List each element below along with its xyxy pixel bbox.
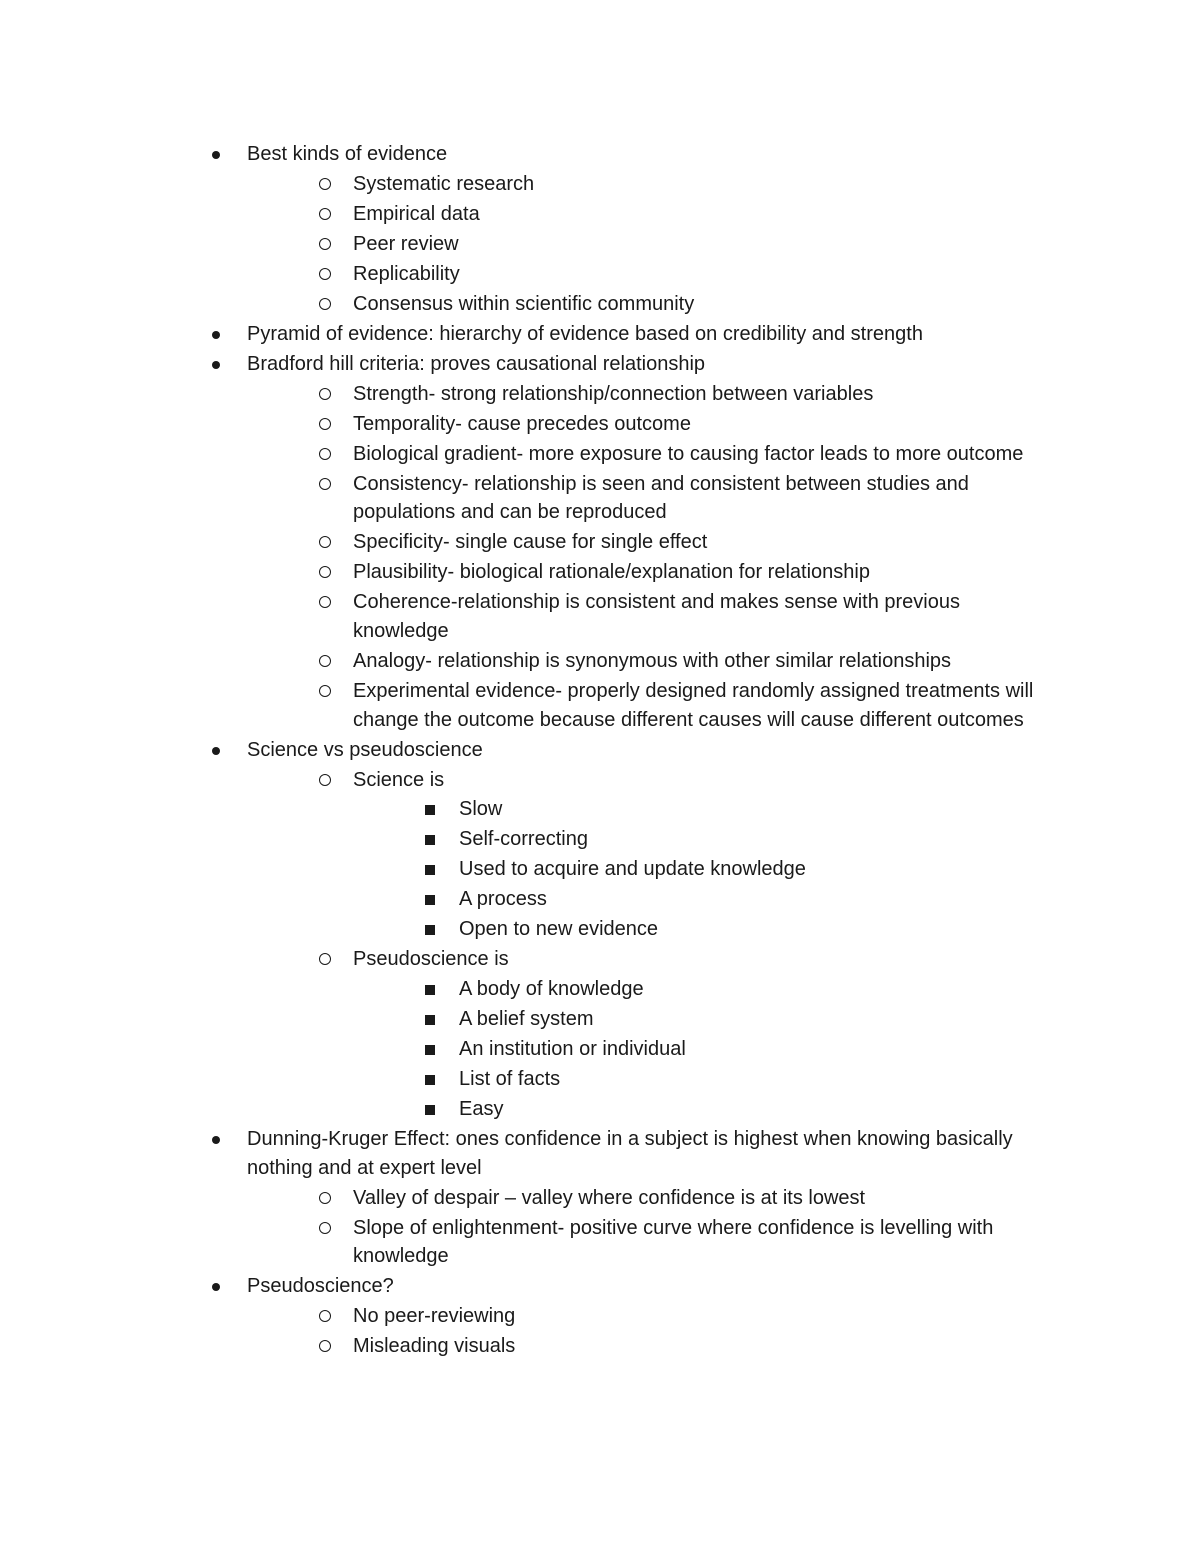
bullet-text: A process xyxy=(459,888,547,911)
bullet-text: Easy xyxy=(459,1098,504,1121)
square-bullet-icon xyxy=(425,1045,435,1055)
bullet-text: Self-correcting xyxy=(459,828,588,851)
bullet-text: List of facts xyxy=(459,1068,561,1091)
filled-circle-bullet-icon xyxy=(212,361,220,369)
sub-bullet-item xyxy=(0,260,1200,289)
square-bullet-icon xyxy=(425,865,435,875)
filled-circle-bullet-icon xyxy=(212,151,220,159)
bullet-text: Dunning-Kruger Effect: ones confidence in a subject is highest when knowing basically nothing and at expert level xyxy=(247,1128,1013,1179)
sub-bullet-item xyxy=(0,440,1200,469)
sub-bullet-item xyxy=(0,290,1200,319)
bullet-text: Bradford hill criteria: proves causational relationship xyxy=(247,352,706,375)
hollow-circle-bullet-icon xyxy=(319,388,331,400)
hollow-circle-bullet-icon xyxy=(319,178,331,190)
bullet-text: Empirical data xyxy=(353,202,480,225)
bullet-text: Biological gradient- more exposure to causing factor leads to more outcome xyxy=(353,442,1024,465)
sub-bullet-item xyxy=(0,588,1200,645)
hollow-circle-bullet-icon xyxy=(319,208,331,220)
hollow-circle-bullet-icon xyxy=(319,596,331,608)
hollow-circle-bullet-icon xyxy=(319,418,331,430)
bullet-item xyxy=(0,1272,1200,1301)
bullet-item xyxy=(0,320,1200,349)
sub-bullet-item xyxy=(0,230,1200,259)
hollow-circle-bullet-icon xyxy=(319,566,331,578)
bullet-text: Experimental evidence- properly designed randomly assigned treatments will change the outcome because different causes will cause different outcomes xyxy=(353,679,1034,731)
square-bullet-icon xyxy=(425,1015,435,1025)
bullet-item xyxy=(0,140,1200,169)
bullet-text: Pyramid of evidence: hierarchy of evidence based on credibility and strength xyxy=(247,322,923,345)
bullet-text: Slope of enlightenment- positive curve where confidence is levelling with knowledge xyxy=(353,1216,994,1268)
sub-sub-bullet-item xyxy=(0,1035,1200,1064)
bullet-item xyxy=(0,1125,1200,1182)
bullet-text: Best kinds of evidence xyxy=(247,143,448,165)
sub-bullet-item xyxy=(0,470,1200,527)
sub-bullet-item xyxy=(0,1332,1200,1361)
hollow-circle-bullet-icon xyxy=(319,478,331,490)
bullet-text: Replicability xyxy=(353,262,460,285)
sub-sub-bullet-item xyxy=(0,1095,1200,1124)
sub-bullet-item xyxy=(0,1214,1200,1271)
sub-bullet-item xyxy=(0,528,1200,557)
hollow-circle-bullet-icon xyxy=(319,268,331,280)
sub-sub-bullet-item xyxy=(0,1005,1200,1034)
sub-bullet-item xyxy=(0,766,1200,795)
sub-bullet-item xyxy=(0,170,1200,199)
hollow-circle-bullet-icon xyxy=(319,448,331,460)
bullet-text: Pseudoscience is xyxy=(353,948,509,971)
bullet-text: Plausibility- biological rationale/explanation for relationship xyxy=(353,561,870,584)
bullet-text: Misleading visuals xyxy=(353,1335,516,1358)
bullet-text: Coherence-relationship is consistent and makes sense with previous knowledge xyxy=(353,591,960,642)
bullet-text: Temporality- cause precedes outcome xyxy=(353,412,691,435)
sub-sub-bullet-item xyxy=(0,825,1200,854)
sub-bullet-item xyxy=(0,410,1200,439)
bullet-text: Used to acquire and update knowledge xyxy=(459,858,806,881)
hollow-circle-bullet-icon xyxy=(319,655,331,667)
sub-bullet-item xyxy=(0,558,1200,587)
bullet-item xyxy=(0,736,1200,765)
hollow-circle-bullet-icon xyxy=(319,953,331,965)
hollow-circle-bullet-icon xyxy=(319,1222,331,1234)
filled-circle-bullet-icon xyxy=(212,747,220,755)
square-bullet-icon xyxy=(425,1105,435,1115)
sub-sub-bullet-item xyxy=(0,855,1200,884)
filled-circle-bullet-icon xyxy=(212,1283,220,1291)
hollow-circle-bullet-icon xyxy=(319,1192,331,1204)
bullet-text: Valley of despair – valley where confidence is at its lowest xyxy=(353,1186,866,1209)
sub-sub-bullet-item xyxy=(0,1065,1200,1094)
bullet-text: Specificity- single cause for single effect xyxy=(353,531,708,554)
bullet-text: Consistency- relationship is seen and consistent between studies and populations and can be reproduced xyxy=(353,472,969,524)
filled-circle-bullet-icon xyxy=(212,1136,220,1144)
sub-bullet-item xyxy=(0,1184,1200,1213)
sub-bullet-item xyxy=(0,200,1200,229)
bullet-text: Analogy- relationship is synonymous with other similar relationships xyxy=(353,649,952,672)
bullet-text: A belief system xyxy=(459,1008,594,1031)
document-body xyxy=(0,140,1200,1362)
filled-circle-bullet-icon xyxy=(212,331,220,339)
square-bullet-icon xyxy=(425,985,435,995)
hollow-circle-bullet-icon xyxy=(319,685,331,697)
bullet-text: Peer review xyxy=(353,232,459,255)
square-bullet-icon xyxy=(425,805,435,815)
bullet-text: Open to new evidence xyxy=(459,918,659,941)
sub-sub-bullet-item xyxy=(0,795,1200,824)
bullet-item xyxy=(0,350,1200,379)
sub-bullet-item xyxy=(0,677,1200,734)
sub-sub-bullet-item xyxy=(0,975,1200,1004)
sub-bullet-item xyxy=(0,945,1200,974)
square-bullet-icon xyxy=(425,1075,435,1085)
hollow-circle-bullet-icon xyxy=(319,536,331,548)
bullet-text: An institution or individual xyxy=(459,1038,686,1061)
bullet-text: Slow xyxy=(459,798,503,821)
square-bullet-icon xyxy=(425,895,435,905)
sub-sub-bullet-item xyxy=(0,915,1200,944)
sub-bullet-item xyxy=(0,1302,1200,1331)
hollow-circle-bullet-icon xyxy=(319,1340,331,1352)
bullet-text: No peer-reviewing xyxy=(353,1305,516,1328)
bullet-text: Pseudoscience? xyxy=(247,1275,394,1298)
bullet-text: Strength- strong relationship/connection between variables xyxy=(353,382,874,405)
bullet-text: Science is xyxy=(353,768,445,791)
square-bullet-icon xyxy=(425,835,435,845)
sub-bullet-item xyxy=(0,647,1200,676)
sub-bullet-item xyxy=(0,380,1200,409)
hollow-circle-bullet-icon xyxy=(319,298,331,310)
square-bullet-icon xyxy=(425,925,435,935)
bullet-text: A body of knowledge xyxy=(459,978,644,1001)
hollow-circle-bullet-icon xyxy=(319,774,331,786)
bullet-text: Science vs pseudoscience xyxy=(247,738,483,761)
sub-sub-bullet-item xyxy=(0,885,1200,914)
hollow-circle-bullet-icon xyxy=(319,1310,331,1322)
bullet-text: Systematic research xyxy=(353,172,535,195)
bullet-text: Consensus within scientific community xyxy=(353,292,695,315)
hollow-circle-bullet-icon xyxy=(319,238,331,250)
